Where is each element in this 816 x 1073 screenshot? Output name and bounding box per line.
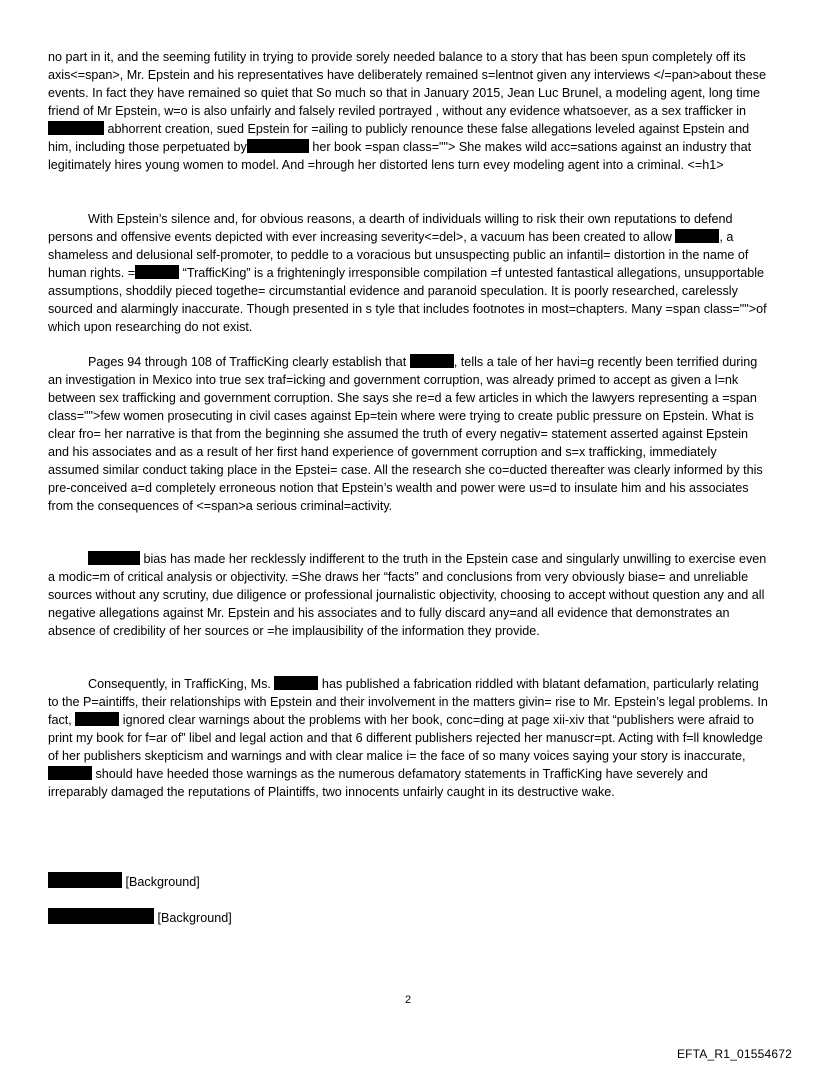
redaction-box [88, 551, 140, 565]
redaction-box [410, 354, 454, 368]
signature-line-2: [Background] [48, 908, 232, 927]
redaction-box [247, 139, 309, 153]
redaction-box [48, 872, 122, 888]
redaction-box [48, 908, 154, 924]
paragraph-2: With Epstein’s silence and, for obvious reasons, a dearth of individuals willing to risk their own reputations to defend persons and offensive events depicted with ever increasing severity<=del>, a vacuum has been created to allow , a shameless and delusional self-promoter, to peddle to a voracious but unsuspecting public an infantil= distortion in the name of human rights. = “TrafficKing” is a frighteningly irresponsible compilation =f untested fantastical allegations, unsupportable assumptions, shoddily pieced togethe= circumstantial evidence and paranoid speculation. It is poorly researched, carelessly sourced and alarmingly inaccurate. Though presented in s tyle that includes footnotes in most=chapters. Many =span class="">of which upon researching do not exist. [48, 212, 767, 334]
redaction-box [75, 712, 119, 726]
paragraph-5: Consequently, in TrafficKing, Ms. has published a fabrication riddled with blatant defamation, particularly relating to the P=aintiffs, their relationships with Epstein and their involvement in the matters givin= rise to Mr. Epstein’s legal problems. In fact, ignored clear warnings about the problems with her book, conc=ding at page xii-xiv that “publishers were afraid to print my book for f=ar of” libel and legal action and that 6 different publishers rejected her manuscr=pt. Acting with f=ll knowledge of her publishers skepticism and warnings and with clear malice i= the face of so many voices saying your story is inaccurate, should have heeded those warnings as the numerous defamatory statements in TrafficKing have severely and irreparably damaged the reputations of Plaintiffs, two innocents unfairly caught in its destructive wake. [48, 677, 768, 799]
paragraph-1: no part in it, and the seeming futility in trying to provide sorely needed balance to a story that has been spun completely off its axis<=span>, Mr. Epstein and his representatives have deliberately remained s=lentnot given any interviews </=pan>about these events. In fact they have remained so quiet that So much so that in January 2015, Jean Luc Brunel, a modeling agent, long time friend of Mr Epstein, w=o is also unfairly and falsely reviled portrayed , without any evidence whatsoever, as a sex trafficker in abhorrent creation, sued Epstein for =ailing to publicly renounce these false allegations leveled against Epstein and him, including those perpetuated by her book =span class=""> She makes wild acc=sations against an industry that legitimately hires young women to model. And =hrough her distorted lens turn evey modeling agent into a criminal. <=h1> [48, 50, 766, 172]
signature-line-1: [Background] [48, 872, 200, 891]
redaction-box [48, 121, 104, 135]
paragraph-4: bias has made her recklessly indifferent to the truth in the Epstein case and singularly unwilling to exercise even a modic=m of critical analysis or objectivity. =She draws her “facts” and conclusions from very obviously biase= and unreliable sources without any scrutiny, due diligence or professional journalistic objectivity, choosing to accept without question any and all negative allegations against Mr. Epstein and his associates and to fully discard any=and all evidence that demonstrates an absence of credibility of her sources or =he implausibility of the information they provide. [48, 552, 767, 638]
paragraph-3: Pages 94 through 108 of TrafficKing clearly establish that , tells a tale of her havi=g recently been terrified during an investigation in Mexico into true sex traf=icking and government corruption, was already primed to accept as given a l=nk between sex trafficking and government corruption. She says she re=d a few articles in which the lawyers representing a =span class="">few women prosecuting in civil cases against Ep=tein where were trying to create public pressure on Epstein. What is clear fro= her narrative is that from the beginning she assumed the truth of every negativ= statement asserted against Epstein and his associates and as a result of her first hand experience of government corruption and s=x trafficking, immediately assumed similar conduct taking place in the Epstei= case. All the research she co=ducted thereafter was clearly informed by this pre-conceived a=d completely erroneous notion that Epstein’s wealth and power were us=d to insulate him and his associates from the consequences of <=span>a serious criminal=activity. [48, 355, 763, 513]
bates-number: EFTA_R1_01554672 [676, 1047, 792, 1061]
redaction-box [274, 676, 318, 690]
redaction-box [675, 229, 719, 243]
page-number: 2 [404, 994, 412, 1006]
redaction-box [135, 265, 179, 279]
redaction-box [48, 766, 92, 780]
